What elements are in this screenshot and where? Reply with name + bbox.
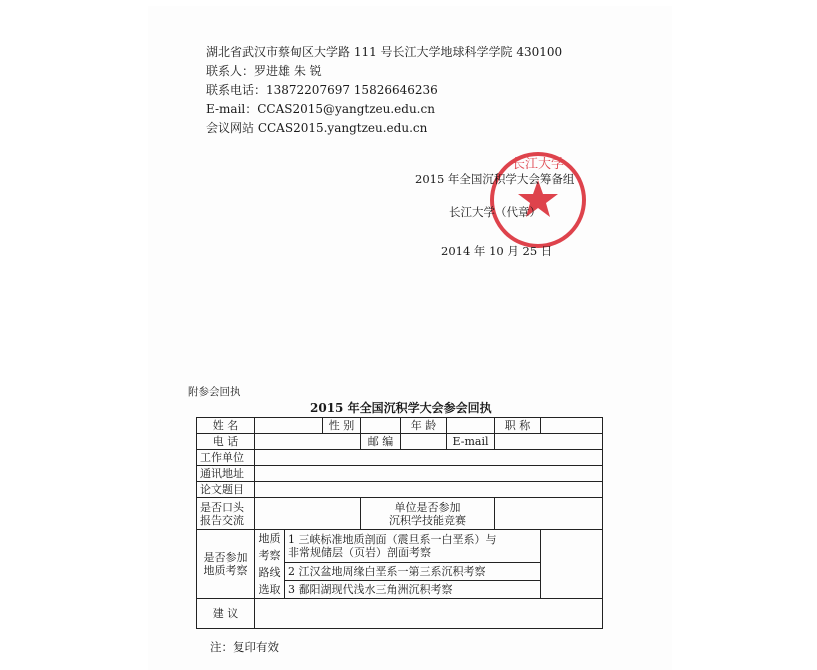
field-email[interactable] [495,434,603,450]
label-paper-title: 论文题目 [197,482,255,498]
route-option-2[interactable]: 2 江汉盆地周缘白垩系一第三系沉积考察 [285,563,541,581]
field-age[interactable] [447,418,495,434]
registration-form-table [196,417,603,629]
label-work-unit: 工作单位 [197,450,255,466]
label-suggestion: 建 议 [197,599,255,629]
phone-line: 联系电话：13872207697 15826646236 [206,83,438,97]
route-option-1[interactable]: 1 三峡标准地质剖面（震旦系一白垩系）与 非常规储层（页岩）剖面考察 [285,530,541,563]
email-line: E-mail：CCAS2015@yangtzeu.edu.cn [206,102,435,116]
svg-text:长江大学: 长江大学 [511,157,565,172]
field-work-unit[interactable] [255,450,603,466]
label-phone: 电 话 [197,434,255,450]
label-name: 姓 名 [197,418,255,434]
field-phone[interactable] [255,434,361,450]
field-oral-report[interactable] [255,498,361,530]
field-gender[interactable] [361,418,401,434]
route-option-3[interactable]: 3 鄱阳湖现代浅水三角洲沉积考察 [285,581,541,599]
official-seal-icon [488,150,588,250]
field-postcode[interactable] [401,434,447,450]
label-age: 年 龄 [401,418,447,434]
label-position: 职 称 [495,418,541,434]
field-suggestion[interactable] [255,599,603,629]
field-unit-competition[interactable] [495,498,603,530]
label-oral-report: 是否口头 报告交流 [197,498,255,530]
field-route-choice[interactable] [541,530,603,599]
website-line: 会议网站 CCAS2015.yangtzeu.edu.cn [206,121,428,135]
copy-valid-note: 注：复印有效 [210,640,279,654]
date-line: 2014 年 10 月 25 日 [441,244,553,258]
form-title: 2015 年全国沉积学大会参会回执 [310,401,492,415]
appendix-label: 附参会回执 [188,386,241,398]
label-address: 通讯地址 [197,466,255,482]
label-email: E-mail [447,434,495,450]
label-route-selection: 地质 考察 路线 选取 [255,530,285,599]
contacts-line: 联系人：罗进雄 朱 锐 [206,64,322,78]
label-fieldtrip: 是否参加 地质考察 [197,530,255,599]
label-unit-competition: 单位是否参加 沉积学技能竞赛 [361,498,495,530]
field-position[interactable] [541,418,603,434]
field-address[interactable] [255,466,603,482]
label-gender: 性 别 [323,418,361,434]
label-postcode: 邮 编 [361,434,401,450]
seal-org-line: 长江大学（代章） [449,205,541,219]
address-line: 湖北省武汉市蔡甸区大学路 111 号长江大学地球科学学院 430100 [206,45,563,59]
field-name[interactable] [255,418,323,434]
organizer-line: 2015 年全国沉积学大会筹备组 [415,172,575,186]
field-paper-title[interactable] [255,482,603,498]
